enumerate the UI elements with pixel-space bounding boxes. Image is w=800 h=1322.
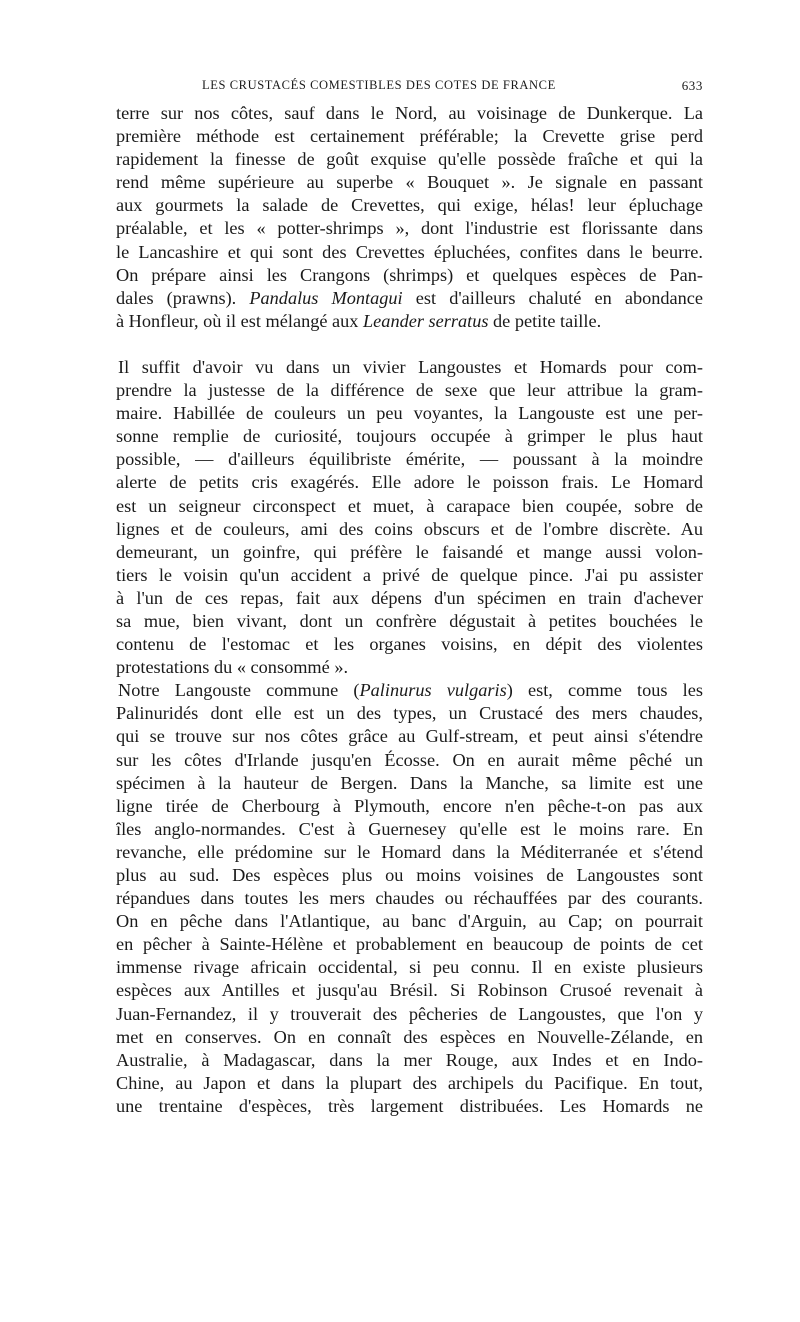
paragraph-2 [116, 356, 703, 679]
text-line: première méthode est certainement préférable; la Crevette grise perd [116, 126, 703, 147]
text-line: Australie, à Madagascar, dans la mer Rouge, aux Indes et en Indo- [116, 1049, 703, 1070]
text-line: contenu de l'estomac et les organes voisins, en dépit des violentes [116, 634, 703, 655]
text-line: lignes et de couleurs, ami des coins obscurs et de l'ombre discrète. Au [116, 518, 703, 539]
text-line: terre sur nos côtes, sauf dans le Nord, au voisinage de Dunkerque. La [116, 103, 703, 123]
text-line: espèces aux Antilles et jusqu'au Brésil. Si Robinson Crusoé revenait à [116, 980, 703, 1001]
text-line: prendre la justesse de la différence de sexe que leur attribue la gram- [116, 380, 703, 401]
text-line: Juan-Fernandez, il y trouverait des pêcheries de Langoustes, que l'on y [116, 1003, 703, 1024]
text-segment: à Honfleur, où il est mélangé aux [116, 310, 364, 331]
text-line: spécimen à la hauteur de Bergen. Dans la Manche, sa limite est une [116, 772, 703, 793]
text-line: à l'un de ces repas, fait aux dépens d'un spécimen en train d'achever [116, 587, 703, 608]
text-line [116, 287, 703, 310]
running-title: LES CRUSTACÉS COMESTIBLES DES COTES DE FRANCE [202, 78, 556, 92]
text-line: est un seigneur circonspect et muet, à carapace bien coupée, sobre de [116, 495, 703, 516]
text-line: demeurant, un goinfre, qui préfère le faisandé et mange aussi volon- [116, 541, 703, 562]
text-line: sonne remplie de curiosité, toujours occupée à grimper le plus haut [116, 426, 703, 447]
text-line: revanche, elle prédomine sur le Homard dans la Méditerranée et s'étend [116, 841, 703, 862]
text-line: sa mue, bien vivant, dont un confrère dégustait à petites bouchées le [116, 610, 703, 631]
page-number: 633 [681, 78, 703, 93]
text-segment: Notre Langouste commune ( [118, 680, 360, 701]
text-line: ligne tirée de Cherbourg à Plymouth, encore n'en pêche-t-on pas aux [116, 795, 703, 816]
text-line: maire. Habillée de couleurs un peu voyantes, la Langouste est une per- [116, 403, 703, 424]
species-name: Pandalus Montagui [249, 287, 403, 308]
text-segment: ) est, comme tous les [506, 680, 703, 701]
text-line [116, 310, 703, 333]
text-line: alerte de petits cris exagérés. Elle adore le poisson frais. Le Homard [116, 472, 703, 493]
text-line: immense rivage africain occidental, si peu connu. Il en existe plusieurs [116, 957, 703, 978]
text-line: On prépare ainsi les Crangons (shrimps) et quelques espèces de Pan- [116, 264, 703, 285]
text-line: en pêcher à Sainte-Hélène et probablement en beaucoup de points de cet [116, 934, 703, 955]
species-name: Leander serratus [363, 310, 489, 331]
species-name: Palinurus vulgaris [359, 680, 507, 701]
text-line: protestations du « consommé ». [116, 657, 349, 678]
book-page [116, 74, 703, 1118]
text-line: rend même supérieure au superbe « Bouquet ». Je signale en passant [116, 172, 703, 193]
running-header [116, 74, 703, 96]
text-line: plus au sud. Des espèces plus ou moins voisines de Langoustes sont [116, 865, 703, 885]
text-line [116, 679, 703, 702]
text-line: rapidement la finesse de goût exquise qu'elle possède fraîche et qui la [116, 149, 703, 170]
text-line: On en pêche dans l'Atlantique, au banc d'Arguin, au Cap; on pourrait [116, 911, 703, 932]
text-line: Il suffit d'avoir vu dans un vivier Langoustes et Homards pour com- [118, 356, 703, 377]
text-line: Palinuridés dont elle est un des types, un Crustacé des mers chaudes, [116, 703, 703, 724]
text-line: une trentaine d'espèces, très largement distribuées. Les Homards ne [116, 1095, 703, 1116]
text-line: qui se trouve sur nos côtes grâce au Gulf-stream, et peut ainsi s'étendre [116, 726, 703, 747]
paragraph-1 [116, 102, 703, 333]
text-line: aux gourmets la salade de Crevettes, qui exige, hélas! leur épluchage [116, 195, 703, 216]
paragraph-3 [116, 679, 703, 1118]
text-segment: dales (prawns). [116, 287, 250, 308]
text-line: le Lancashire et qui sont des Crevettes épluchées, confites dans le beurre. [116, 241, 703, 262]
text-line: répandues dans toutes les mers chaudes ou réchauffées par des courants. [116, 888, 703, 909]
text-line: sur les côtes d'Irlande jusqu'en Écosse. On en aurait même pêché un [116, 749, 703, 770]
text-segment: est d'ailleurs chaluté en abondance [402, 287, 703, 308]
text-line: possible, — d'ailleurs équilibriste émérite, — poussant à la moindre [116, 449, 703, 470]
text-line: tiers le voisin qu'un accident a privé de quelque pince. J'ai pu assister [116, 564, 703, 585]
text-segment: de petite taille. [488, 310, 602, 331]
paragraph-gap [116, 333, 703, 356]
text-line: met en conserves. On en connaît des espèces en Nouvelle-Zélande, en [116, 1026, 703, 1047]
text-line: îles anglo-normandes. C'est à Guernesey qu'elle est le moins rare. En [116, 818, 703, 839]
text-line: Chine, au Japon et dans la plupart des archipels du Pacifique. En tout, [116, 1072, 703, 1093]
text-line: préalable, et les « potter-shrimps », dont l'industrie est florissante dans [116, 218, 703, 239]
